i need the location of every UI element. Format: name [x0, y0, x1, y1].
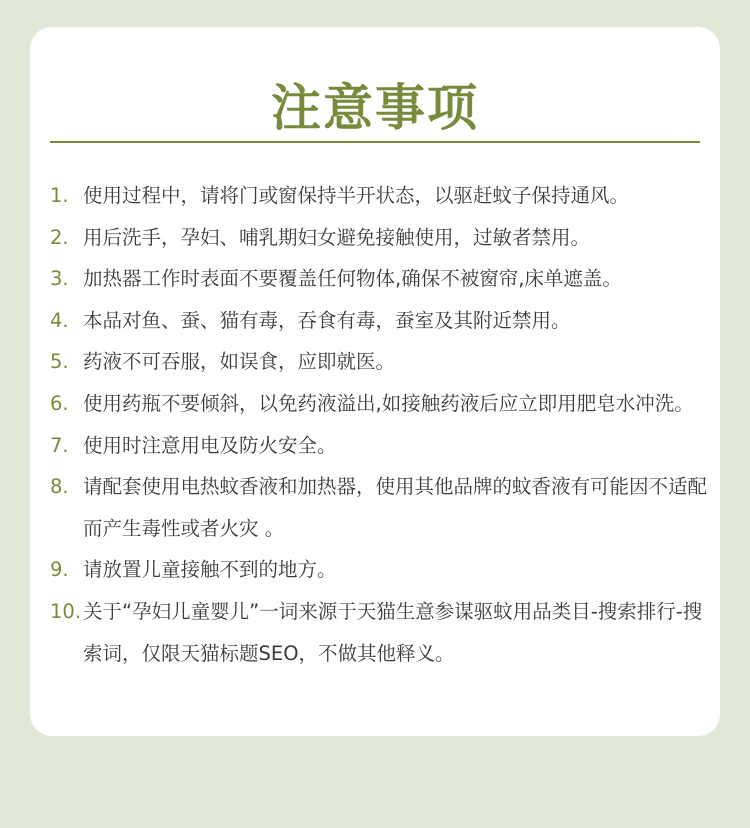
item-number: 8. [50, 475, 69, 499]
item-number: 4. [50, 308, 69, 332]
page-title: 注意事项 [271, 79, 479, 137]
item-text: 使用过程中，请将门或窗保持半开状态，以驱赶蚊子保持通风。 [83, 184, 630, 207]
list-item [50, 217, 710, 259]
list-item [50, 383, 710, 425]
item-number: 5. [50, 350, 69, 374]
title-divider [50, 141, 700, 143]
item-number: 2. [50, 225, 69, 249]
list-item [50, 341, 710, 383]
item-text: 药液不可吞服，如误食，应即就医。 [83, 350, 396, 374]
notice-list [50, 175, 710, 674]
item-text: 关于“孕妇儿童婴儿”一词来源于天猫生意参谋驱蚊用品类目-搜索排行-搜索词，仅限天猫标题SEO，不做其他释义。 [83, 599, 703, 665]
list-item [50, 175, 710, 217]
item-text: 用后洗手，孕妇、哺乳期妇女避免接触使用，过敏者禁用。 [83, 225, 591, 249]
item-number: 10. [50, 599, 82, 623]
item-number: 3. [50, 267, 69, 291]
list-item [50, 466, 710, 549]
item-number: 6. [50, 391, 69, 415]
item-text: 请放置儿童接触不到的地方。 [83, 558, 337, 582]
notice-card [30, 27, 720, 736]
item-number: 9. [50, 558, 69, 582]
item-text: 加热器工作时表面不要覆盖任何物体,确保不被窗帘,床单遮盖。 [83, 267, 622, 291]
list-item [50, 300, 710, 342]
list-item [50, 258, 710, 300]
item-text: 请配套使用电热蚊香液和加热器，使用其他品牌的蚊香液有可能因不适配而产生毒性或者火灾 。 [83, 475, 708, 540]
list-item [50, 591, 710, 674]
list-item [50, 549, 710, 591]
list-item [50, 425, 710, 467]
item-number: 1. [50, 184, 69, 207]
item-text: 本品对鱼、蚕、猫有毒，吞食有毒，蚕室及其附近禁用。 [83, 308, 571, 332]
item-text: 使用时注意用电及防火安全。 [83, 433, 337, 457]
item-number: 7. [50, 433, 69, 457]
item-text: 使用药瓶不要倾斜，以免药液溢出,如接触药液后应立即用肥皂水冲洗。 [83, 391, 694, 415]
